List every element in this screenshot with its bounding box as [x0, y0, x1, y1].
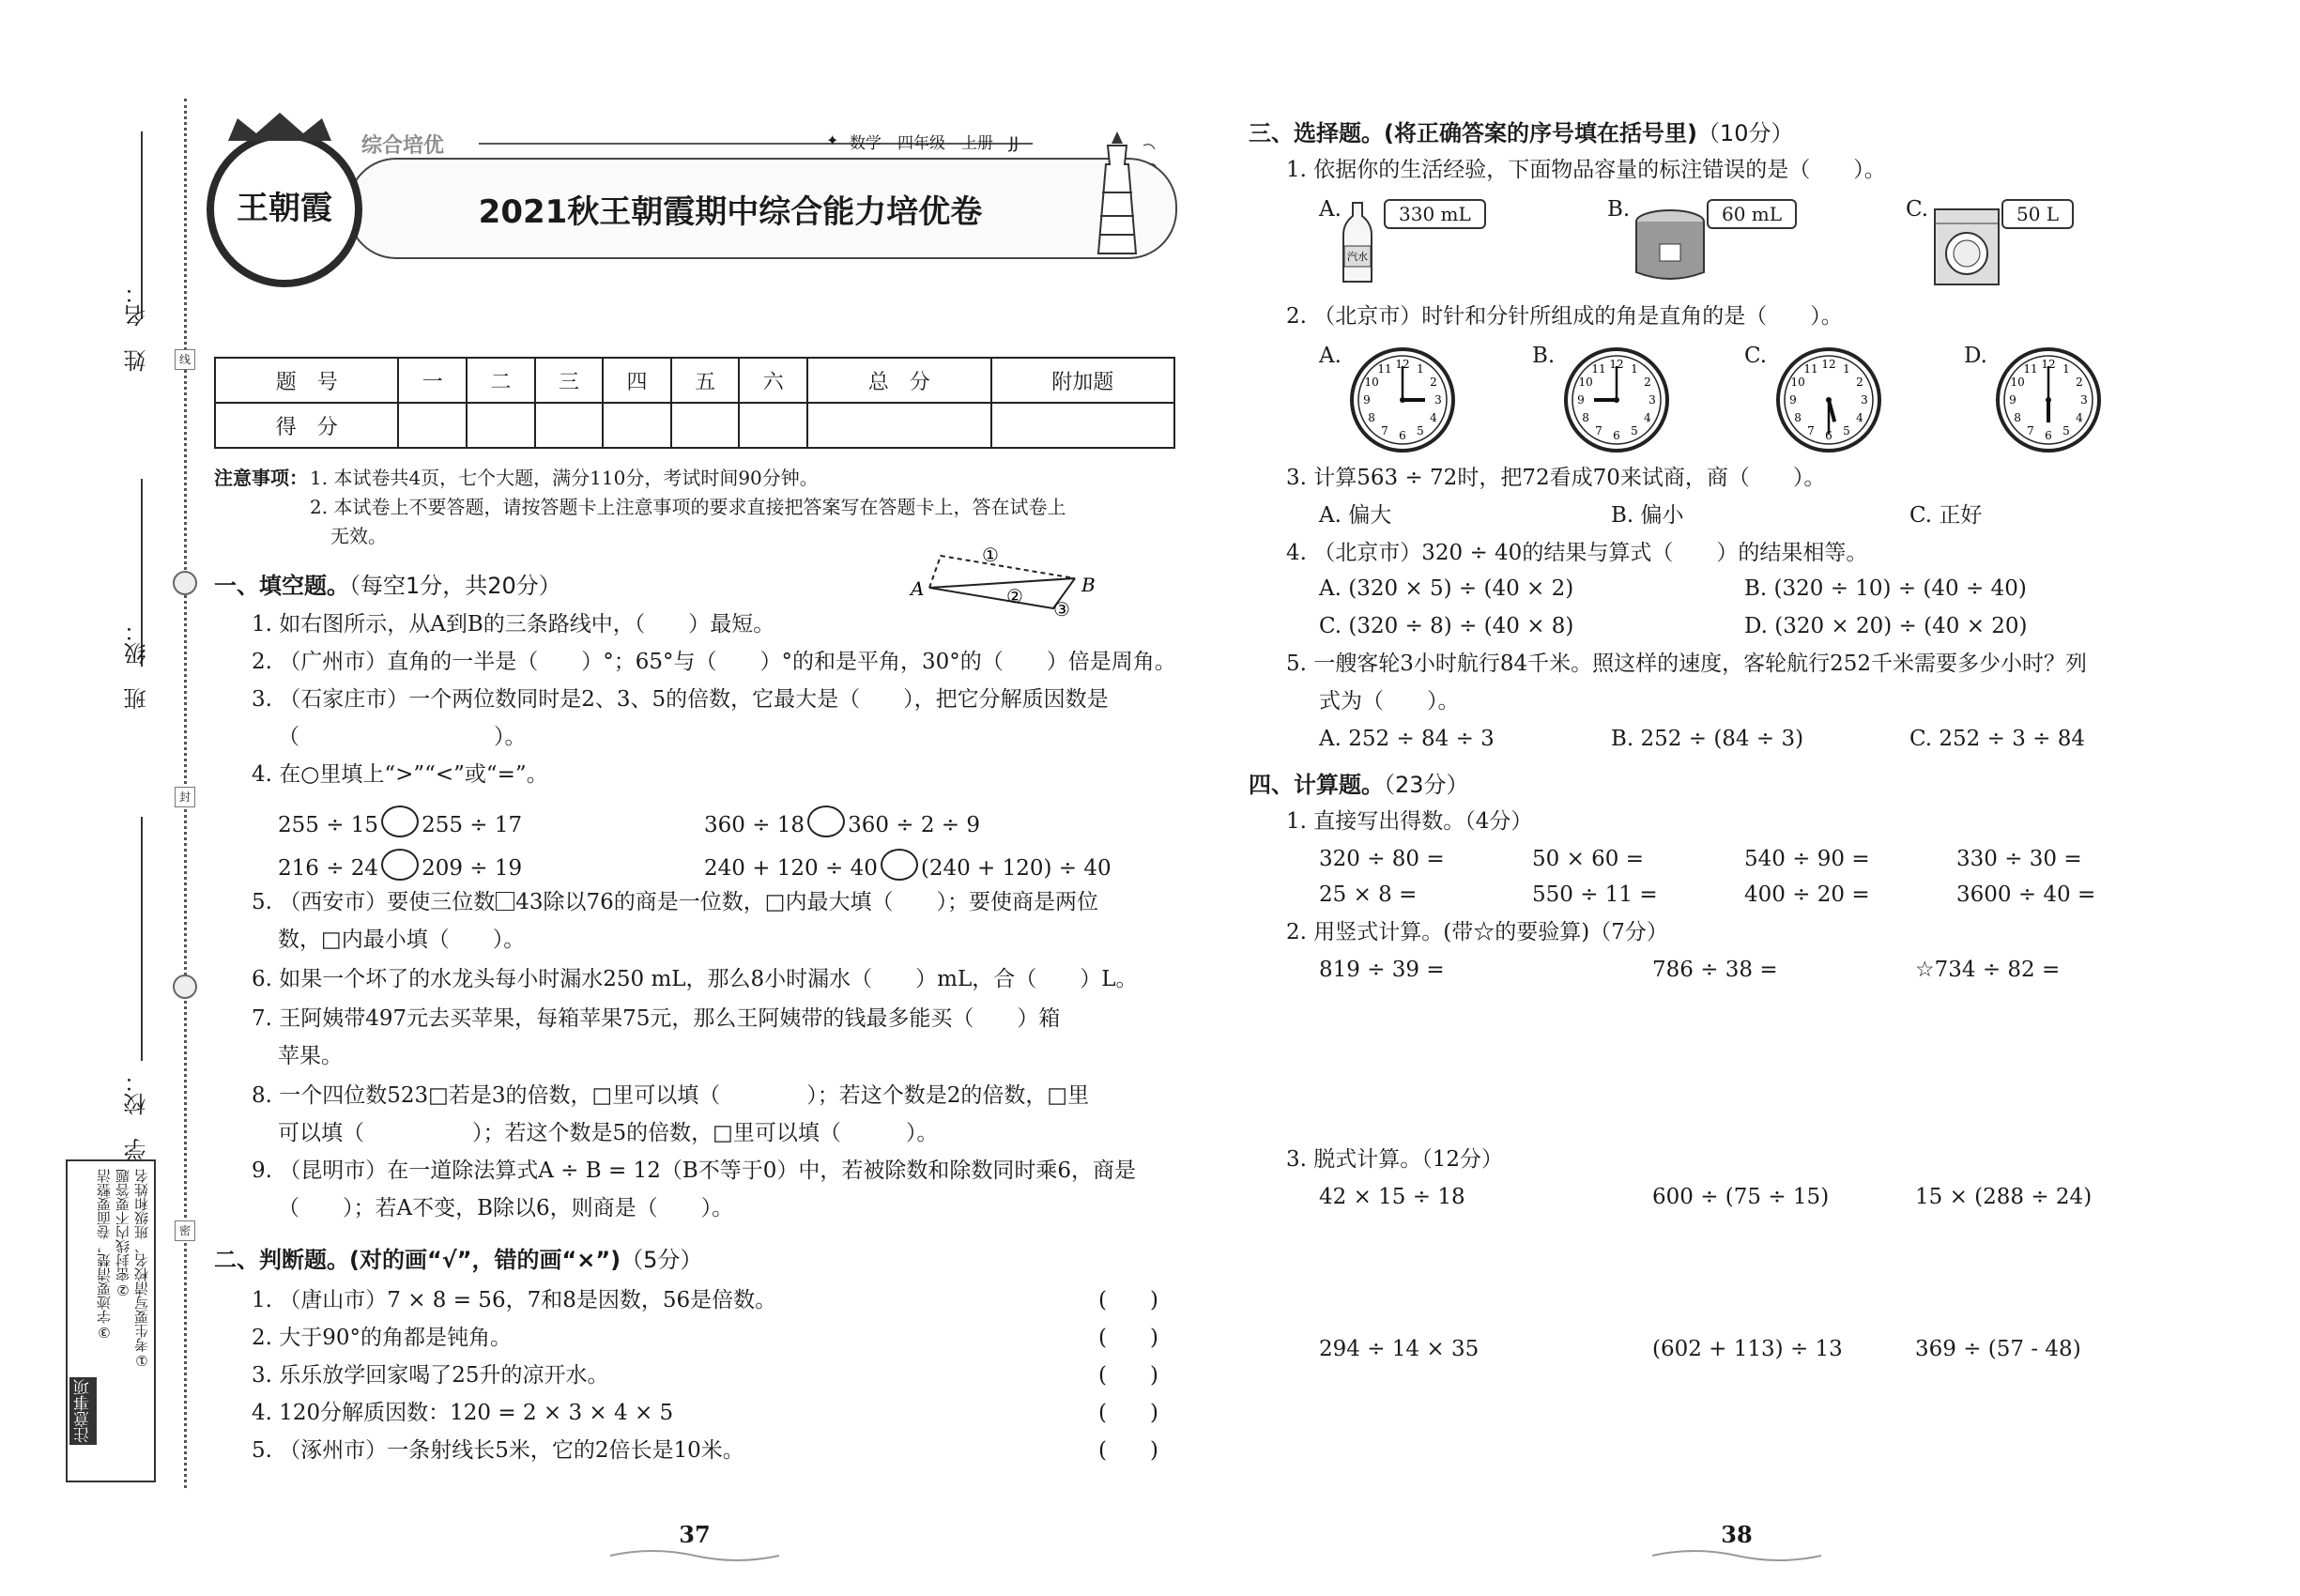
compare-circle[interactable]: [807, 806, 845, 837]
compare-item: [278, 806, 522, 839]
clock-numeral: 11: [1591, 362, 1606, 376]
judge-item: 2. 大于90°的角都是钝角。: [252, 1326, 513, 1350]
clock-numeral: 10: [2010, 376, 2025, 389]
logo-text: 王朝霞: [237, 190, 332, 227]
answer-bracket[interactable]: ( ): [1098, 1326, 1158, 1350]
score-table-score-row: [215, 403, 1174, 448]
page-number-left: [601, 1521, 789, 1566]
clock-numeral: 4: [1644, 411, 1651, 424]
choice-option: B. (320 ÷ 10) ÷ (40 ÷ 40): [1744, 576, 2027, 601]
clock-numeral: 7: [1595, 423, 1602, 437]
page-number: 38: [1721, 1521, 1753, 1548]
school-write-line[interactable]: [141, 817, 143, 1061]
answer-bracket[interactable]: ( ): [1098, 1401, 1158, 1425]
binding-notice-title: 注意事项: [69, 1377, 97, 1445]
star-icon: ✦: [826, 131, 839, 149]
step-calc-item: 15 × (288 ÷ 24): [1915, 1185, 2093, 1209]
clock-numeral: 4: [1856, 411, 1863, 424]
compare-circle[interactable]: [381, 849, 419, 881]
question-1-8-cont: 可以填（ ）；若这个数是5的倍数，□里可以填（ ）。: [278, 1121, 939, 1145]
score-header-cell: 六: [739, 358, 807, 403]
washing-machine-icon: [1932, 207, 2001, 287]
clock-numeral: 9: [1789, 393, 1797, 407]
question-1-4: 4. 在○里填上“>”“<”或“=”。: [252, 762, 548, 787]
clock-numeral: 2: [1430, 376, 1437, 389]
compare-left: 360 ÷ 18: [704, 813, 805, 837]
score-row-label: 得 分: [215, 403, 398, 448]
choice-question-5: 5. 一艘客轮3小时航行84千米。照这样的速度，客轮航行252千米需要多少小时？列: [1286, 652, 2088, 676]
answer-bracket[interactable]: ( ): [1098, 1363, 1158, 1388]
section-title-fill: [214, 573, 561, 600]
clock-numeral: 3: [2080, 393, 2088, 407]
clock-numeral: 2: [1644, 376, 1651, 389]
vertical-calc-item: ☆734 ÷ 82 =: [1915, 958, 2061, 982]
question-1-7-cont: 苹果。: [278, 1044, 343, 1068]
section-points: （10分）: [1696, 120, 1794, 146]
clock-numeral: 5: [1631, 423, 1638, 437]
choice-question-2: 2. （北京市）时针和分针所组成的角是直角的是（ ）。: [1286, 304, 1843, 329]
lighthouse-icon: [1070, 127, 1164, 258]
clock-numeral: 7: [2027, 423, 2034, 437]
clock-numeral: 1: [2062, 362, 2070, 376]
capacity-bubble: 60 mL: [1707, 199, 1797, 229]
clock-center: [1826, 397, 1832, 403]
clock-numeral: 9: [1363, 393, 1371, 407]
oral-calc-item: 550 ÷ 11 =: [1532, 882, 1658, 907]
choice-option: D. (320 × 20) ÷ (40 × 20): [1744, 614, 2028, 638]
clock-numeral: 3: [1648, 393, 1656, 407]
clock-numeral: 1: [1843, 362, 1850, 376]
oral-calc-item: 3600 ÷ 40 =: [1956, 882, 2096, 907]
judge-item: 4. 120分解质因数：120 = 2 × 3 × 4 × 5: [252, 1401, 674, 1425]
notice-line: 1. 本试卷共4页，七个大题，满分110分，考试时间90分钟。: [310, 467, 819, 489]
option-label: C.: [1906, 197, 1929, 222]
soda-bottle-icon: [1341, 201, 1374, 285]
clock-numeral: 9: [2009, 393, 2016, 407]
crown-icon: [223, 111, 336, 143]
subject-info: 数学 四年级 上册 JJ: [850, 134, 1020, 153]
score-header-cell: 总 分: [807, 358, 990, 403]
compare-circle[interactable]: [881, 849, 918, 881]
option-label: B.: [1532, 344, 1556, 368]
option-label: B.: [1607, 197, 1631, 222]
clock-numeral: 3: [1861, 393, 1868, 407]
capacity-bubble: 50 L: [2001, 199, 2074, 229]
diagram-label-a: A: [911, 577, 925, 600]
clock-numeral: 8: [1794, 411, 1802, 424]
section-title-choice: [1249, 120, 1793, 147]
score-cell[interactable]: [739, 403, 807, 448]
clock-numeral: 11: [1803, 362, 1818, 376]
clock-numeral: 5: [2062, 423, 2070, 437]
step-calc-item: 600 ÷ (75 ÷ 15): [1652, 1185, 1830, 1209]
binding-hole-icon: [173, 571, 197, 595]
compare-circle[interactable]: [381, 806, 419, 837]
score-header-cell: 题 号: [215, 358, 398, 403]
class-label: 班 级：: [124, 620, 150, 710]
vertical-calc-item: 786 ÷ 38 =: [1652, 958, 1778, 982]
score-header-cell: 附加题: [991, 358, 1175, 403]
clock-numeral: 4: [2076, 411, 2083, 424]
digit-box: [496, 892, 514, 911]
section-title-text: 二、判断题。(对的画“√”，错的画“×”): [214, 1247, 621, 1273]
clock-numeral: 12: [1395, 358, 1410, 371]
clock-icon: [1774, 345, 1883, 454]
seal-mark-secret: 密: [175, 1220, 195, 1241]
score-cell[interactable]: [603, 403, 671, 448]
calc-part-2: 2. 用竖式计算。(带☆的要验算)（7分）: [1286, 920, 1668, 944]
compare-left: 216 ÷ 24: [278, 856, 379, 881]
choice-question-3: 3. 计算563 ÷ 72时，把72看成70来试商，商（ ）。: [1286, 466, 1826, 490]
choice-option: C. 252 ÷ 3 ÷ 84: [1909, 727, 2085, 751]
clock-numeral: 11: [1377, 362, 1392, 376]
clock-numeral: 12: [1609, 358, 1624, 371]
score-header-cell: 五: [671, 358, 740, 403]
binding-notice-box: [66, 1159, 156, 1482]
choice-question-1: 1. 依据你的生活经验，下面物品容量的标注错误的是（ ）。: [1286, 158, 1886, 182]
clock-numeral: 2: [2076, 376, 2083, 389]
compare-left: 240 + 120 ÷ 40: [704, 856, 878, 881]
choice-option: B. 252 ÷ (84 ÷ 3): [1611, 727, 1804, 751]
question-1-9: 9. （昆明市）在一道除法算式A ÷ B = 12（B不等于0）中，若被除数和除数同时乘6，商是: [252, 1159, 1136, 1183]
judge-item: 1. （唐山市）7 × 8 = 56，7和8是因数，56是倍数。: [252, 1288, 777, 1312]
oral-calc-item: 25 × 8 =: [1319, 882, 1418, 907]
calc-part-1: 1. 直接写出得数。（4分）: [1286, 809, 1533, 834]
score-cell[interactable]: [398, 403, 467, 448]
diagram-label-route3: ③: [1053, 598, 1070, 618]
oral-calc-item: 320 ÷ 80 =: [1319, 847, 1445, 871]
clock-center: [1400, 397, 1405, 403]
choice-question-4: 4. （北京市）320 ÷ 40的结果与算式（ ）的结果相等。: [1286, 541, 1868, 565]
series-label: 综合培优: [361, 134, 445, 158]
clock-numeral: 10: [1790, 376, 1805, 389]
clock-numeral: 2: [1856, 376, 1863, 389]
wave-ornament-icon: [1643, 1549, 1831, 1562]
choice-option: A. 偏大: [1319, 503, 1392, 528]
compare-right: 255 ÷ 17: [422, 813, 523, 837]
page-number-right: [1643, 1521, 1831, 1566]
question-1-9-cont: （ ）；若A不变，B除以6，则商是（ ）。: [278, 1196, 734, 1220]
compare-item: [278, 849, 522, 882]
oral-calc-item: 540 ÷ 90 =: [1744, 847, 1870, 871]
compare-right: 209 ÷ 19: [422, 856, 523, 881]
diagram-label-b: B: [1081, 574, 1096, 596]
diagram-label-route1: ①: [982, 544, 999, 566]
clock-numeral: 6: [1613, 429, 1620, 442]
school-label: 学 校：: [124, 1070, 150, 1160]
question-1-1: 1. 如右图所示，从A到B的三条路线中，（ ）最短。: [252, 612, 775, 637]
clock-numeral: 8: [2014, 411, 2021, 424]
oral-calc-item: 330 ÷ 30 =: [1956, 847, 2082, 871]
clock-numeral: 12: [1821, 358, 1836, 371]
vertical-calc-item: 819 ÷ 39 =: [1319, 958, 1445, 982]
notice-line: 2. 本试卷上不要答题，请按答题卡上注意事项的要求直接把答案写在答题卡上，答在试卷上: [310, 496, 1066, 518]
question-1-5-cont: 数，□内最小填（ ）。: [278, 928, 526, 952]
section-title-judge: [214, 1247, 702, 1274]
clock-numeral: 4: [1430, 411, 1437, 424]
route-diagram: [901, 543, 1108, 618]
clock-numeral: 7: [1807, 423, 1815, 437]
clock-center: [2046, 397, 2051, 403]
clock-icon: [1994, 345, 2103, 454]
score-header-cell: 四: [603, 358, 671, 403]
seal-mark-seal: 封: [175, 787, 195, 807]
diagram-label-route2: ②: [1006, 585, 1023, 607]
score-cell[interactable]: [467, 403, 535, 448]
clock-center: [1614, 397, 1619, 403]
score-cell[interactable]: [807, 403, 990, 448]
section-points: （5分）: [621, 1247, 703, 1273]
clock-icon: [1348, 345, 1457, 454]
section-title-text: 三、选择题。(将正确答案的序号填在括号里): [1249, 120, 1697, 146]
answer-bracket[interactable]: ( ): [1098, 1438, 1158, 1463]
question-1-7: 7. 王阿姨带497元去买苹果，每箱苹果75元，那么王阿姨带的钱最多能买（ ）箱: [252, 1006, 1061, 1031]
binding-notice-item: ②密封线内不要答题: [115, 1169, 131, 1298]
choice-option: C. 正好: [1909, 503, 1983, 528]
step-calc-item: 369 ÷ (57 - 48): [1915, 1337, 2081, 1361]
compare-item: [704, 849, 1112, 882]
question-1-5: [252, 890, 1098, 916]
option-label: D.: [1964, 344, 1987, 368]
notice-line: 无效。: [330, 525, 387, 547]
soda-bottle-label: 汽水: [1347, 251, 1368, 263]
binding-notice-item: ③字迹要清楚，卷面要整洁: [96, 1169, 113, 1341]
question-1-6: 6. 如果一个坏了的水龙头每小时漏水250 mL，那么8小时漏水（ ）mL，合（ ）L。: [252, 967, 1138, 991]
clock-numeral: 11: [2023, 362, 2038, 376]
clock-numeral: 8: [1368, 411, 1375, 424]
question-text: 43除以76的商是一位数，□内最大填（ ）；要使商是两位: [515, 890, 1099, 914]
choice-option: C. (320 ÷ 8) ÷ (40 × 8): [1319, 614, 1574, 638]
clock-numeral: 7: [1381, 423, 1388, 437]
clock-numeral: 12: [2041, 358, 2056, 371]
choice-option: B. 偏小: [1611, 503, 1684, 528]
option-label: A.: [1319, 197, 1342, 222]
step-calc-item: 294 ÷ 14 × 35: [1319, 1337, 1480, 1361]
section-title-calc: [1249, 772, 1469, 799]
compare-left: 255 ÷ 15: [278, 813, 379, 837]
clock-icon: [1562, 345, 1671, 454]
compare-item: [704, 806, 980, 839]
rice-cooker-icon: [1632, 207, 1709, 285]
section-title-text: 一、填空题。: [214, 573, 349, 599]
clock-numeral: 1: [1631, 362, 1638, 376]
judge-item: 3. 乐乐放学回家喝了25升的凉开水。: [252, 1363, 609, 1388]
score-header-cell: 一: [398, 358, 467, 403]
section-title-text: 四、计算题。: [1249, 772, 1384, 798]
oral-calc-item: 400 ÷ 20 =: [1744, 882, 1870, 907]
clock-numeral: 9: [1577, 393, 1585, 407]
binding-hole-icon: [173, 974, 197, 999]
score-header-cell: 三: [535, 358, 604, 403]
seal-mark-line: 线: [175, 349, 195, 370]
notice-label: 注意事项：: [214, 467, 308, 489]
compare-right: (240 + 120) ÷ 40: [920, 856, 1112, 881]
option-label: C.: [1744, 344, 1768, 368]
answer-bracket[interactable]: ( ): [1098, 1288, 1158, 1312]
score-cell[interactable]: [535, 403, 604, 448]
score-table-header-row: [215, 358, 1174, 403]
compare-right: 360 ÷ 2 ÷ 9: [848, 813, 981, 837]
page-title: 2021秋王朝霞期中综合能力培优卷: [478, 193, 983, 231]
choice-question-5-cont: 式为（ ）。: [1319, 689, 1460, 714]
clock-numeral: 10: [1364, 376, 1379, 389]
clock-numeral: 5: [1417, 423, 1424, 437]
binding-notice-item: ①考生要写清校名、班级和姓名: [133, 1169, 150, 1369]
question-text: 5. （西安市）要使三位数: [252, 890, 496, 914]
score-table: [214, 357, 1175, 449]
capacity-bubble: 330 mL: [1384, 199, 1486, 229]
clock-numeral: 8: [1582, 411, 1589, 424]
choice-option: A. (320 × 5) ÷ (40 × 2): [1319, 576, 1574, 601]
step-calc-item: (602 + 113) ÷ 13: [1652, 1337, 1843, 1361]
name-label: 姓 名：: [124, 282, 150, 372]
oral-calc-item: 50 × 60 =: [1532, 847, 1645, 871]
step-calc-item: 42 × 15 ÷ 18: [1319, 1185, 1465, 1209]
clock-numeral: 6: [1399, 429, 1406, 442]
clock-numeral: 6: [1825, 429, 1832, 442]
wave-ornament-icon: [601, 1549, 789, 1562]
option-label: A.: [1319, 344, 1342, 368]
score-cell[interactable]: [671, 403, 740, 448]
question-1-3-cont: （ ）。: [278, 725, 527, 749]
choice-option: A. 252 ÷ 84 ÷ 3: [1319, 727, 1495, 751]
section-points: （每空1分，共20分）: [349, 573, 561, 599]
clock-numeral: 10: [1578, 376, 1593, 389]
judge-item: 5. （涿州市）一条射线长5米，它的2倍长是10米。: [252, 1438, 744, 1463]
question-1-2: 2. （广州市）直角的一半是（ ）°；65°与（ ）°的和是平角，30°的（ ）倍是周角。: [252, 650, 1176, 674]
question-1-8: 8. 一个四位数523□若是3的倍数，□里可以填（ ）；若这个数是2的倍数，□里: [252, 1083, 1090, 1108]
clock-numeral: 6: [2045, 429, 2052, 442]
calc-part-3: 3. 脱式计算。（12分）: [1286, 1147, 1504, 1172]
clock-numeral: 1: [1417, 362, 1424, 376]
score-header-cell: 二: [467, 358, 535, 403]
publisher-logo: [207, 131, 362, 287]
score-cell[interactable]: [991, 403, 1175, 448]
clock-numeral: 5: [1843, 423, 1850, 437]
question-1-3: 3. （石家庄市）一个两位数同时是2、3、5的倍数，它最大是（ ），把它分解质因数是: [252, 687, 1109, 712]
section-points: （23分）: [1384, 772, 1469, 798]
clock-numeral: 3: [1434, 393, 1442, 407]
page-number: 37: [679, 1521, 711, 1548]
